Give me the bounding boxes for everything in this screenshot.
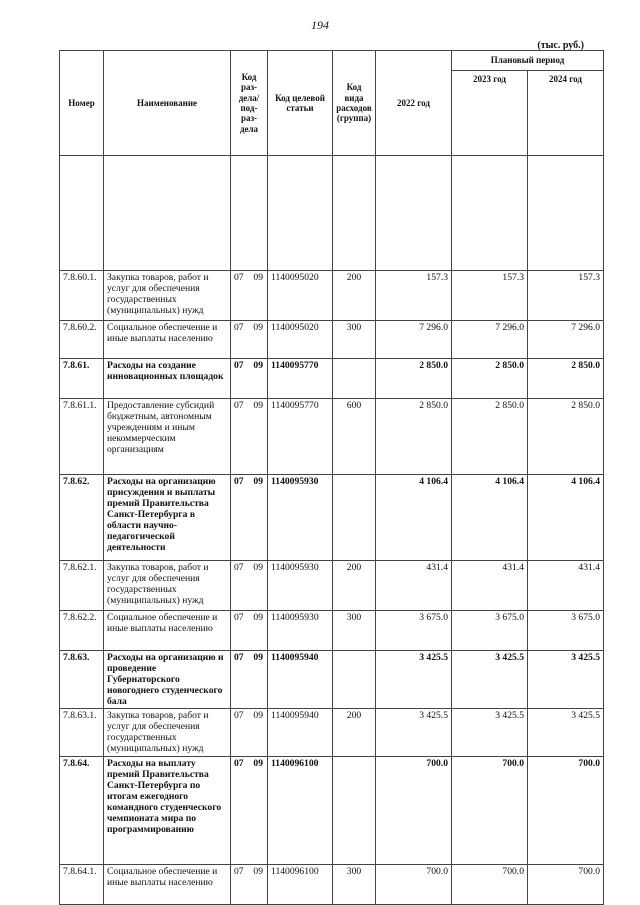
row-razdel: 07 [234, 322, 244, 333]
row-number: 7.8.63.1. [60, 709, 104, 757]
row-target-code: 1140095940 [268, 651, 333, 709]
row-expense-code [333, 651, 376, 709]
row-amount-2024: 700.0 [528, 865, 604, 905]
row-name: Социальное обеспечение и иные выплаты населению [104, 611, 231, 651]
header-spacer-row [60, 156, 604, 271]
row-podrazdel: 09 [253, 360, 263, 371]
row-number: 7.8.64.1. [60, 865, 104, 905]
table-header [60, 51, 604, 271]
row-amount-2022: 4 106.4 [376, 475, 452, 561]
table-row [60, 865, 604, 905]
budget-table [59, 50, 604, 905]
row-podrazdel: 09 [253, 400, 263, 411]
row-podrazdel: 09 [253, 272, 263, 283]
row-amount-2022: 700.0 [376, 865, 452, 905]
row-razdel: 07 [234, 652, 244, 663]
row-podrazdel: 09 [253, 652, 263, 663]
row-name: Предоставление субсидий бюджетным, автономным учреждениям и иным некоммерческим организациям [104, 399, 231, 475]
row-expense-code: 200 [333, 709, 376, 757]
row-number: 7.8.62.2. [60, 611, 104, 651]
row-expense-code [333, 475, 376, 561]
row-amount-2023: 2 850.0 [452, 359, 528, 399]
row-section-code [231, 865, 268, 905]
row-razdel: 07 [234, 360, 244, 371]
row-name: Закупка товаров, работ и услуг для обеспечения государственных (муниципальных) нужд [104, 709, 231, 757]
header-number: Номер [60, 51, 104, 156]
row-razdel: 07 [234, 272, 244, 283]
row-target-code: 1140095940 [268, 709, 333, 757]
row-amount-2023: 7 296.0 [452, 321, 528, 359]
row-podrazdel: 09 [253, 758, 263, 770]
row-number: 7.8.60.1. [60, 271, 104, 321]
row-amount-2024: 3 675.0 [528, 611, 604, 651]
row-podrazdel: 09 [253, 562, 263, 573]
table-row [60, 709, 604, 757]
row-target-code: 1140095930 [268, 561, 333, 611]
row-amount-2022: 7 296.0 [376, 321, 452, 359]
row-amount-2022: 2 850.0 [376, 399, 452, 475]
row-target-code: 1140096100 [268, 757, 333, 865]
table-row [60, 475, 604, 561]
row-amount-2022: 3 675.0 [376, 611, 452, 651]
row-podrazdel: 09 [253, 612, 263, 623]
row-razdel: 07 [234, 476, 244, 487]
row-number: 7.8.61. [60, 359, 104, 399]
row-section-code [231, 399, 268, 475]
row-target-code: 1140095930 [268, 611, 333, 651]
row-section-code [231, 271, 268, 321]
row-section-code [231, 611, 268, 651]
row-razdel: 07 [234, 710, 244, 722]
row-razdel: 07 [234, 758, 244, 770]
row-name: Расходы на организацию присуждения и выплаты премий Правительства Санкт-Петербурга в области научно-педагогической деятельности [104, 475, 231, 561]
row-amount-2023: 4 106.4 [452, 475, 528, 561]
row-amount-2023: 700.0 [452, 865, 528, 905]
row-podrazdel: 09 [253, 866, 263, 878]
row-number: 7.8.61.1. [60, 399, 104, 475]
header-section-code: Код раз-дела/ под-раз-дела [231, 51, 268, 156]
row-razdel: 07 [234, 866, 244, 878]
row-amount-2023: 157.3 [452, 271, 528, 321]
row-section-code [231, 321, 268, 359]
row-podrazdel: 09 [253, 476, 263, 487]
row-amount-2022: 3 425.5 [376, 651, 452, 709]
row-expense-code: 300 [333, 865, 376, 905]
row-name: Расходы на создание инновационных площадок [104, 359, 231, 399]
row-expense-code: 300 [333, 611, 376, 651]
row-target-code: 1140095770 [268, 359, 333, 399]
row-target-code: 1140096100 [268, 865, 333, 905]
row-amount-2023: 431.4 [452, 561, 528, 611]
table-row [60, 611, 604, 651]
header-year-2023: 2023 год [452, 71, 528, 156]
row-section-code [231, 709, 268, 757]
row-amount-2023: 3 675.0 [452, 611, 528, 651]
table-row [60, 271, 604, 321]
header-name: Наименование [104, 51, 231, 156]
row-number: 7.8.62.1. [60, 561, 104, 611]
header-year-2022: 2022 год [376, 51, 452, 156]
row-section-code [231, 359, 268, 399]
row-name: Закупка товаров, работ и услуг для обеспечения государственных (муниципальных) нужд [104, 271, 231, 321]
row-target-code: 1140095020 [268, 321, 333, 359]
table-row [60, 359, 604, 399]
row-section-code [231, 561, 268, 611]
row-name: Расходы на выплату премий Правительства Санкт-Петербурга по итогам ежегодного командного студенческого чемпионата мира по программированию [104, 757, 231, 865]
header-year-2024: 2024 год [528, 71, 604, 156]
row-section-code [231, 651, 268, 709]
row-amount-2024: 157.3 [528, 271, 604, 321]
row-amount-2022: 3 425.5 [376, 709, 452, 757]
row-amount-2023: 3 425.5 [452, 709, 528, 757]
row-razdel: 07 [234, 612, 244, 623]
row-amount-2023: 2 850.0 [452, 399, 528, 475]
row-razdel: 07 [234, 400, 244, 411]
row-target-code: 1140095930 [268, 475, 333, 561]
row-amount-2024: 7 296.0 [528, 321, 604, 359]
header-target-code: Код целевой статьи [268, 51, 333, 156]
row-number: 7.8.62. [60, 475, 104, 561]
row-name: Социальное обеспечение и иные выплаты населению [104, 865, 231, 905]
row-expense-code: 300 [333, 321, 376, 359]
table-row [60, 561, 604, 611]
row-section-code [231, 475, 268, 561]
row-amount-2024: 3 425.5 [528, 651, 604, 709]
page-number: 194 [311, 18, 329, 32]
row-amount-2022: 431.4 [376, 561, 452, 611]
row-expense-code: 200 [333, 561, 376, 611]
table-body [60, 271, 604, 905]
table-row [60, 321, 604, 359]
row-name: Закупка товаров, работ и услуг для обеспечения государственных (муниципальных) нужд [104, 561, 231, 611]
row-amount-2023: 700.0 [452, 757, 528, 865]
table-row [60, 651, 604, 709]
row-expense-code: 600 [333, 399, 376, 475]
row-amount-2024: 2 850.0 [528, 399, 604, 475]
row-number: 7.8.64. [60, 757, 104, 865]
row-amount-2023: 3 425.5 [452, 651, 528, 709]
row-podrazdel: 09 [253, 710, 263, 722]
row-name: Социальное обеспечение и иные выплаты населению [104, 321, 231, 359]
row-podrazdel: 09 [253, 322, 263, 333]
header-plan-period: Плановый период [452, 51, 604, 71]
row-amount-2022: 157.3 [376, 271, 452, 321]
header-expense-code: Код вида расходов (группа) [333, 51, 376, 156]
row-expense-code: 200 [333, 271, 376, 321]
row-amount-2024: 700.0 [528, 757, 604, 865]
row-amount-2024: 431.4 [528, 561, 604, 611]
row-amount-2022: 2 850.0 [376, 359, 452, 399]
row-amount-2024: 3 425.5 [528, 709, 604, 757]
row-razdel: 07 [234, 562, 244, 573]
row-amount-2022: 700.0 [376, 757, 452, 865]
row-target-code: 1140095770 [268, 399, 333, 475]
table-row [60, 399, 604, 475]
row-section-code [231, 757, 268, 865]
row-name: Расходы на организацию и проведение Губернаторского новогоднего студенческого бала [104, 651, 231, 709]
row-number: 7.8.60.2. [60, 321, 104, 359]
row-amount-2024: 4 106.4 [528, 475, 604, 561]
row-number: 7.8.63. [60, 651, 104, 709]
table-row [60, 757, 604, 865]
row-expense-code [333, 359, 376, 399]
row-target-code: 1140095020 [268, 271, 333, 321]
units-label: (тыс. руб.) [537, 40, 584, 51]
row-expense-code [333, 757, 376, 865]
row-amount-2024: 2 850.0 [528, 359, 604, 399]
